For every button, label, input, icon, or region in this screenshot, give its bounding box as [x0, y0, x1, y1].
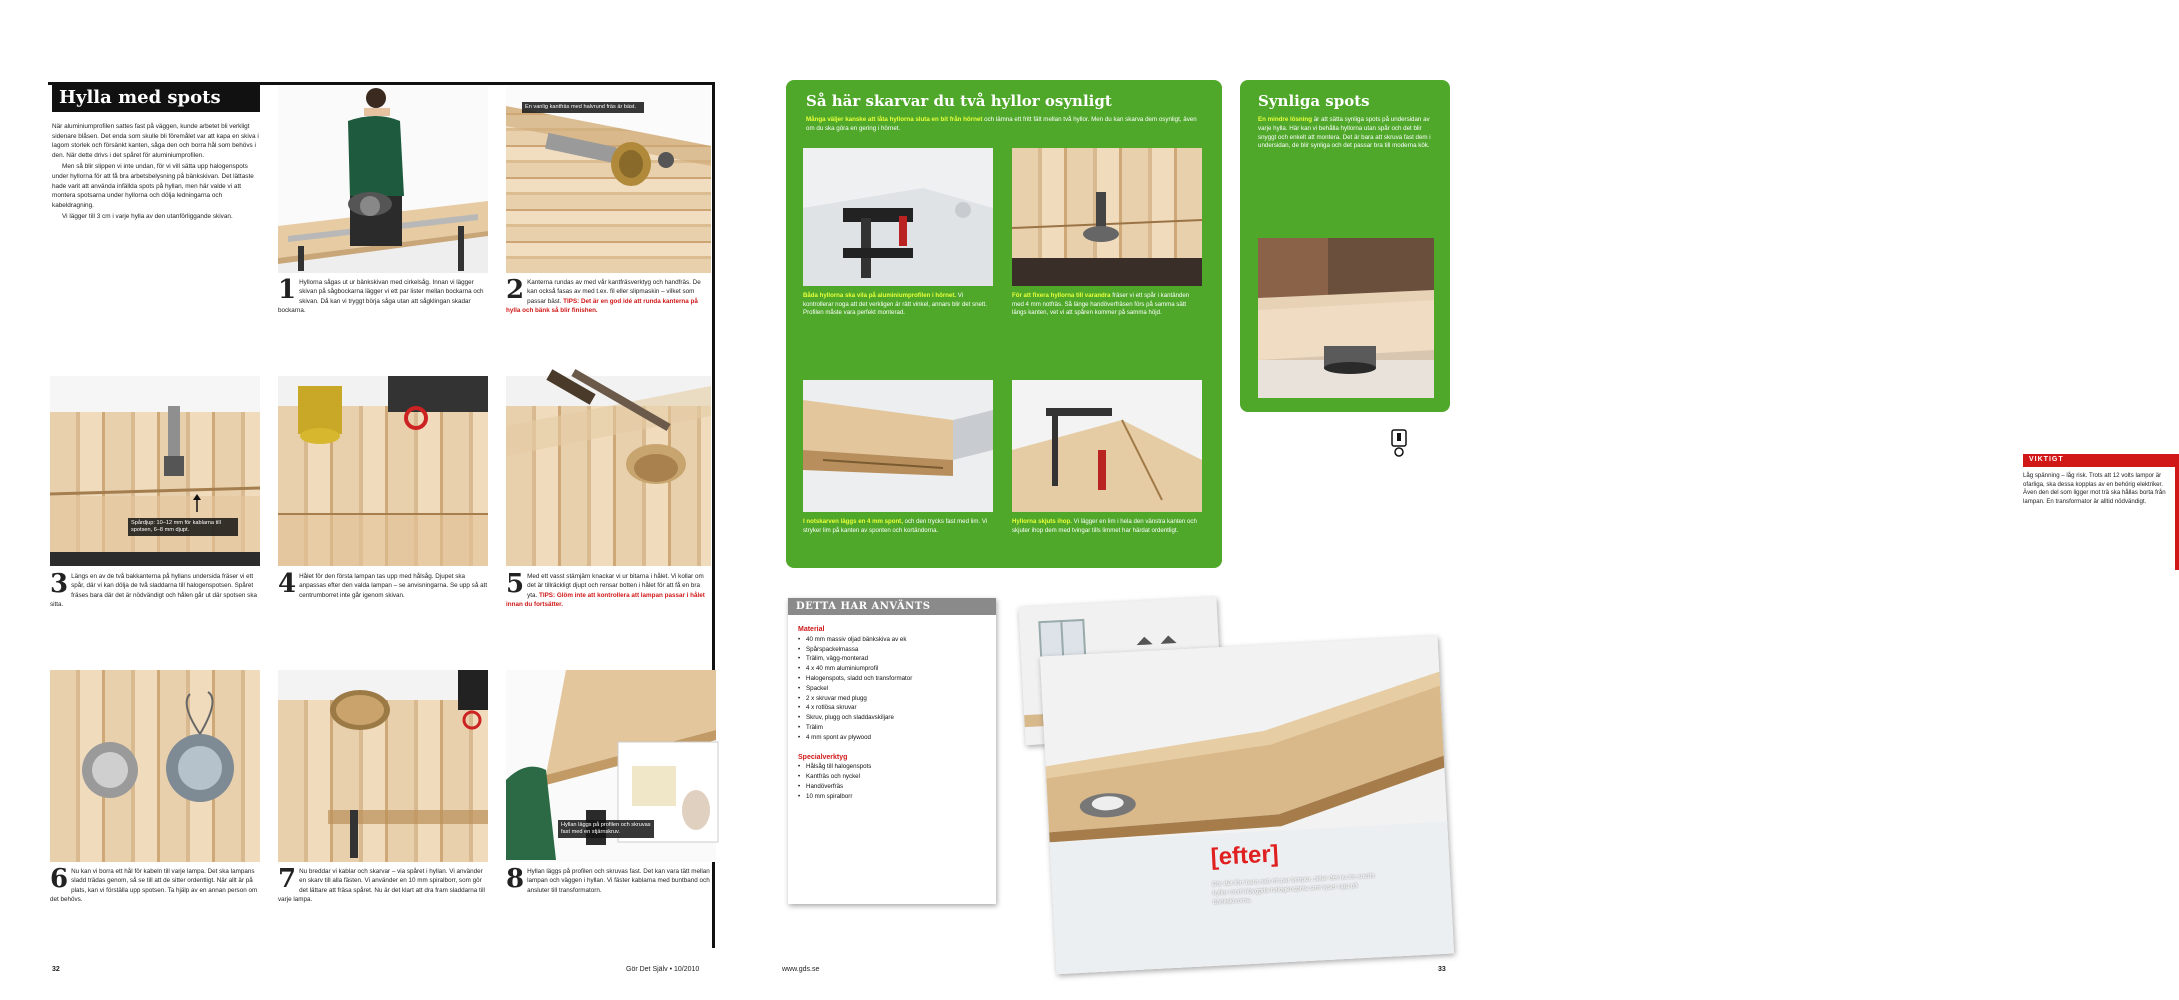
caption-lead: För att fixera hyllorna till varandra	[1012, 292, 1111, 299]
warning-border	[2175, 454, 2179, 570]
list-item: • 4 x 40 mm aluminiumprofil	[798, 664, 986, 674]
warning-icon-svg	[1390, 428, 1408, 458]
step-text: Med ett vasst stämjärn knackar vi ur bitarna i hålet. Vi kollar om det är tillräckligt djupt och rensar botten i hålet för att få en bra yta.	[527, 573, 704, 599]
warning-title: VIKTIGT	[2023, 454, 2175, 467]
photo-step-1-illustration	[278, 86, 488, 273]
step-text: Hyllan läggs på profilen och skruvas fast. Det kan vara tätt mellan lampan och väggen i hyllan. Vi fäster kablarna med buntband och ansluter till transformatorn.	[527, 868, 710, 894]
photo-step-5-illustration	[506, 376, 711, 566]
caption-rest: Vi lägger en lim i hela den vänstra kanten och skjuter ihop dem med tvingar tills limmet har härdat ordentligt.	[1012, 518, 1197, 534]
page-number-left: 32	[52, 966, 60, 973]
step-8	[506, 864, 711, 895]
photo-step-4-illustration	[278, 376, 488, 566]
caption-rest: och den trycks fast med lim. Vi stryker lim på kanten av sponten och kortändorna.	[803, 518, 988, 534]
list-item: • Spackel	[798, 684, 986, 694]
intro-paragraph-3: Vi lägger till 3 cm i varje hylla av den utanförliggande skivan.	[62, 213, 233, 221]
step-number: 8	[506, 864, 525, 894]
joining-shelves-title: Så här skarvar du två hyllor osynligt	[806, 92, 1112, 110]
photo-step-2	[506, 86, 711, 273]
list-item: • Handöverfräs	[798, 782, 986, 792]
list-item: • 4 x rotlösa skruvar	[798, 703, 986, 713]
visible-spots-text	[1258, 116, 1436, 151]
materials-subtitle: Material	[798, 626, 825, 633]
step-5	[506, 569, 711, 609]
website: www.gds.se	[782, 966, 820, 973]
intro-lead: Många väljer kanske att låta hyllorna sluta en bit från hörnet	[806, 116, 983, 123]
page-number-right: 33	[1438, 966, 1446, 973]
list-item: • Halogenspots, sladd och transformator	[798, 674, 986, 684]
after-photo	[1040, 636, 1454, 974]
photo-step-2-illustration	[506, 86, 711, 273]
step-number: 2	[506, 275, 525, 305]
callout-step-3: Spårdjup: 10–12 mm för kablarna till spotsen, 6–8 mm djupt.	[128, 518, 238, 536]
after-label: [efter]	[1209, 840, 1280, 871]
list-item: • Kantfräs och nyckel	[798, 772, 986, 782]
after-caption: Där det förr bara satt ett par lampor, sitter det nu tre sneda hyllor med inbyggda halogenspots som lyser upp på bänkskivorna.	[1211, 872, 1375, 906]
tools-subtitle: Specialverktyg	[798, 753, 848, 761]
joining-photo-4-illustration	[1012, 380, 1202, 512]
photo-step-7	[278, 670, 488, 862]
joining-photo-2	[1012, 148, 1202, 286]
step-4	[278, 569, 488, 600]
joining-caption-2	[1012, 292, 1202, 318]
caption-lead: Båda hyllorna ska vila på aluminiumprofilen i hörnet.	[803, 292, 957, 299]
materials-title: DETTA HAR ANVÄNTS	[788, 598, 996, 615]
step-text: Nu breddar vi kablar och skarvar – via spåret i hyllan. Vi använder en skarv till alla fästen. Vi använder en 10 mm spiralborr, som gör det lättare att fräsa spåret. Nu är det klart att dra fram sladdarna till varje lampa.	[278, 868, 485, 903]
left-page	[0, 0, 750, 1000]
visible-spots-lead: En mindre lösning	[1258, 116, 1312, 123]
tools-list	[798, 762, 986, 801]
materials-body	[788, 615, 996, 810]
step-text: Nu kan vi borra ett hål för kabeln till varje lampa. Det ska lampans sladd trädas genom, så se till att de sitter ordentligt. När allt är på plats, kan vi förställa upp spotsen. Ta hjälp av en annan person om det behövs.	[50, 868, 258, 903]
joining-photo-4	[1012, 380, 1202, 512]
caption-lead: I notskarven läggs en 4 mm spont,	[803, 518, 903, 525]
visible-spots-title: Synliga spots	[1258, 92, 1370, 110]
intro-text	[52, 122, 262, 224]
photo-step-8	[506, 670, 716, 862]
list-item: • Spårspackelmassa	[798, 645, 986, 655]
photo-step-4	[278, 376, 488, 566]
list-item: • 2 x skruvar med plugg	[798, 694, 986, 704]
list-item: • 4 mm spont av plywood	[798, 733, 986, 743]
joining-photo-2-illustration	[1012, 148, 1202, 286]
step-number: 5	[506, 569, 525, 599]
list-item: • Hålsåg till halogenspots	[798, 762, 986, 772]
after-photo-illustration	[1040, 636, 1454, 974]
joining-caption-3	[803, 518, 993, 535]
joining-photo-3	[803, 380, 993, 512]
joining-photo-1	[803, 148, 993, 286]
joining-shelves-intro	[806, 116, 1206, 134]
list-item: • Trälim	[798, 723, 986, 733]
magazine-issue: Gör Det Själv • 10/2010	[626, 966, 700, 973]
step-number: 1	[278, 275, 297, 305]
step-text: Kanterna rundas av med vår kantfräsverktyg och handfräs. De kan också fasas av med t.ex. fil eller slipmaskin – vilket som passar bäst.	[527, 279, 701, 305]
list-item: • 10 mm spiralborr	[798, 792, 986, 802]
list-item: • Skruv, plugg och sladdavskiljare	[798, 713, 986, 723]
visible-spots-photo-illustration	[1258, 238, 1434, 398]
step-number: 6	[50, 864, 69, 894]
visible-spots-photo	[1258, 238, 1434, 398]
intro-paragraph-2: Men så blir slippen vi inte undan, för vi vill sätta upp halogenspots under hyllorna för att få bra arbetsbelysning på bänkskivan. Det lättaste hade varit att använda infällda spots på hyllan, men här valde vi att montera spotsarna under hyllorna och dölja ledningarna och kabeldragning.	[52, 163, 254, 209]
warning-icon	[1390, 428, 1408, 458]
article-title: Hylla med spots	[52, 84, 260, 112]
step-text: Längs en av de två bakkanterna på hyllans undersida fräser vi ett spår, där vi kan dölja de två sladdarna till halogenspotsen. Spåret fräses bara där det är nödvändigt och hålen går ut där spotsen ska sitta.	[50, 573, 257, 608]
photo-step-3-illustration	[50, 376, 260, 566]
visible-spots-rest: är att sätta synliga spots på undersidan av varje hylla. Här kan vi behålla hyllorna utan spår och det blir snyggt och enkelt att montera. Det är bara att skruva fast dem i undersidan, de blir synliga och det passar bra till moderna kök.	[1258, 116, 1431, 150]
step-2	[506, 275, 711, 315]
joining-photo-3-illustration	[803, 380, 993, 512]
step-tip: TIPS: Glöm inte att kontrollera att lampan passar i hålet innan du fortsätter.	[506, 591, 705, 608]
photo-step-1	[278, 86, 488, 273]
materials-list	[798, 635, 986, 743]
step-number: 3	[50, 569, 69, 599]
step-text: Hålet för den första lampan tas upp med hålsåg. Djupet ska anpassas efter den valda lampan – se anvisningarna. Se upp så att centrumborret inte går igenom skivan.	[299, 573, 488, 599]
caption-lead: Hyllorna skjuts ihop.	[1012, 518, 1072, 525]
step-6	[50, 864, 260, 904]
list-item: • 40 mm massiv oljad bänkskiva av ek	[798, 635, 986, 645]
step-number: 4	[278, 569, 297, 599]
joining-photo-1-illustration	[803, 148, 993, 286]
callout-step-2: En vanlig kantfräs med halvrund fräs är bäst.	[522, 102, 644, 113]
right-page	[750, 0, 2166, 1000]
callout-step-8: Hyllan läggs på profilen och skruvas fast med en stjärnskruv.	[558, 820, 654, 838]
step-7	[278, 864, 488, 904]
step-1	[278, 275, 488, 315]
step-3	[50, 569, 260, 609]
photo-step-7-illustration	[278, 670, 488, 862]
photo-step-6	[50, 670, 260, 862]
caption-rest: Vi kontrollerar noga att det verkligen är rätt vinkel, annars blir det snett. Profilen måste vara perfekt monterad.	[803, 292, 987, 317]
warning-box	[2023, 448, 2179, 570]
intro-rest: och lämna ett fritt fält mellan två hyllor. Men du kan skarva dem osynligt, även om du ska göra en gering i hörnet.	[806, 116, 1197, 132]
caption-rest: fräser vi ett spår i kantänden med 4 mm notfräs. Så länge handöverfräsen förs på samma sätt längs kanten, vet vi att spåren kommer på samma höjd.	[1012, 292, 1190, 317]
joining-caption-4	[1012, 518, 1202, 535]
step-tip: TIPS: Det är en god idé att runda kanterna på hylla och bänk så blir finishen.	[506, 297, 698, 314]
warning-text: Låg spänning – låg risk. Trots att 12 volts lampor är ofarliga, ska dessa kopplas av en behörig elektriker. Även den del som ligger mot trä ska hållas borta från lampan. En transformator är alltid nödvändigt.	[2023, 472, 2166, 505]
photo-step-5	[506, 376, 711, 566]
step-text: Hyllorna sågas ut ur bänkskivan med cirkelsåg. Innan vi lägger skivan på sågbockarna lägger vi ett par lister mellan bockarna och skivan. Då kan vi tryggt börja såga utan att sågklingan skadar bockarna.	[278, 279, 484, 314]
photo-step-6-illustration	[50, 670, 260, 862]
materials-box	[788, 598, 996, 904]
step-number: 7	[278, 864, 297, 894]
list-item: • Trälim, vägg-monterad	[798, 654, 986, 664]
photo-step-3	[50, 376, 260, 566]
joining-caption-1	[803, 292, 993, 318]
intro-paragraph-1: När aluminiumprofilen sattes fast på väggen, kunde arbetet bli verkligt sidenare blåsen. Det enda som skulle bli föremålet var att kapa en skiva i lagom storlek och försänkt kanten, såga den och borra hål som behövs i den. När dette drivs i det spåret för aluminiumprofilen.	[52, 123, 259, 159]
